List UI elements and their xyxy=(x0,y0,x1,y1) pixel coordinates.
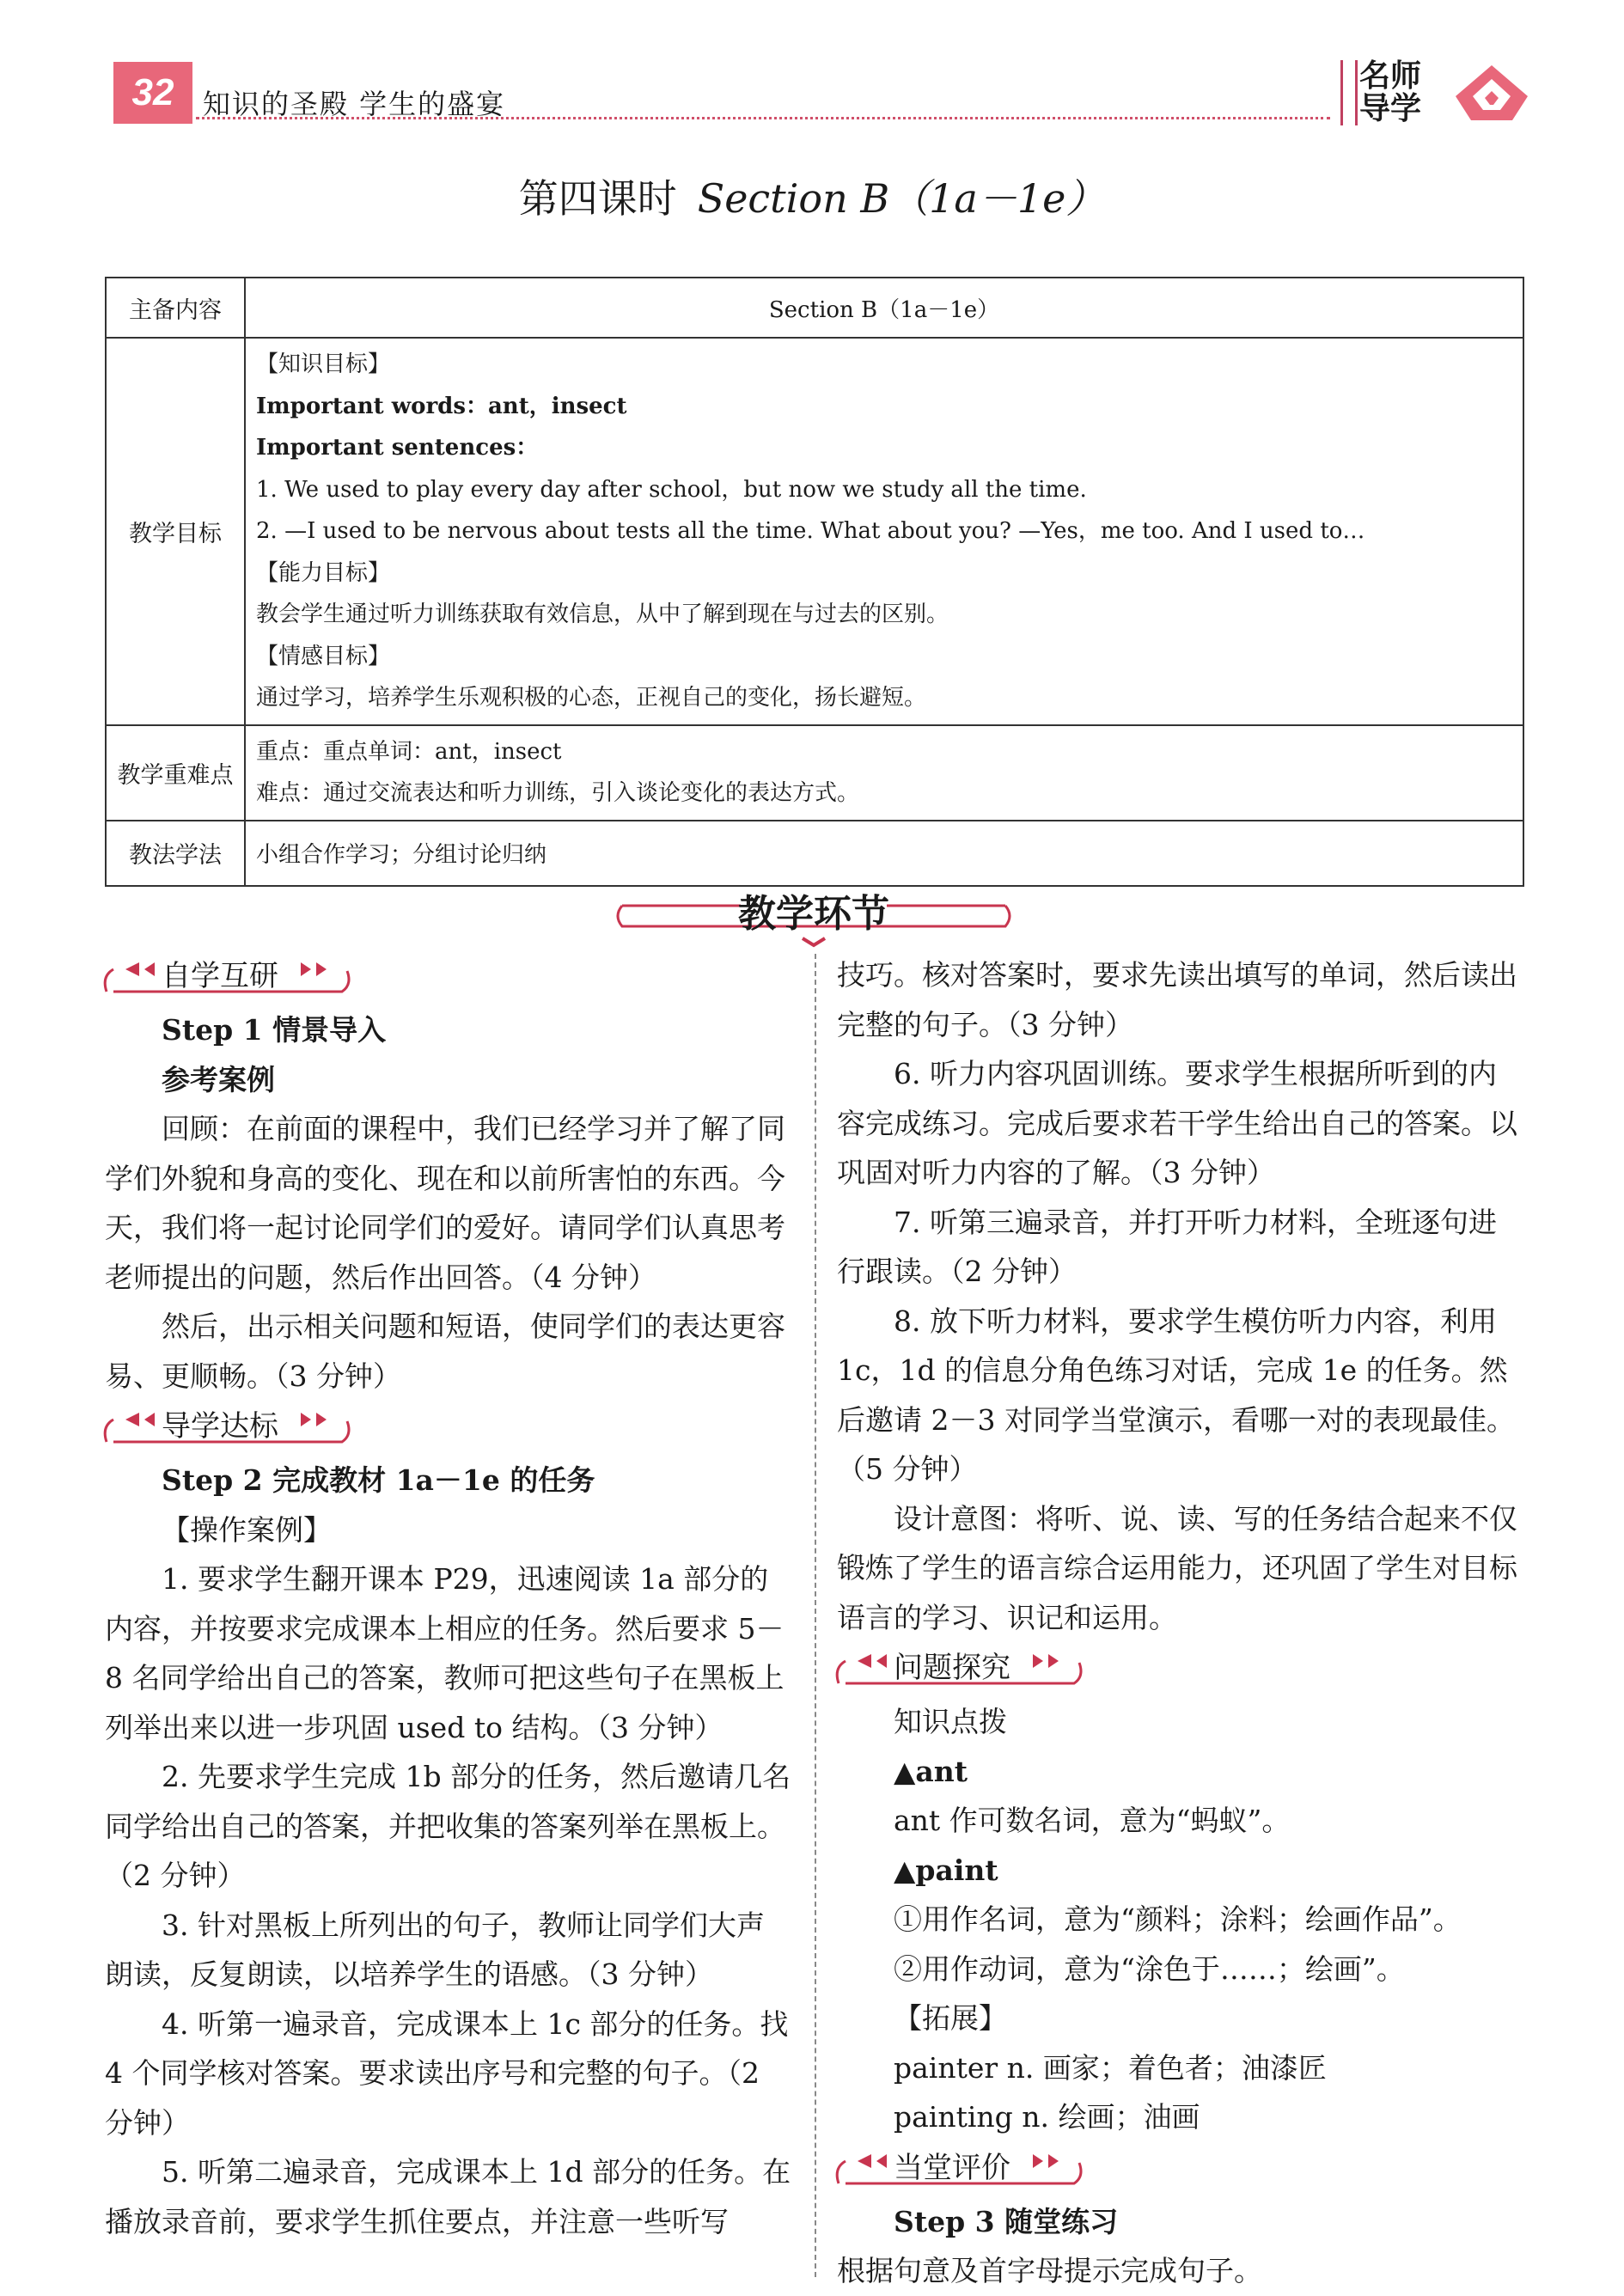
section-tag-label: 当堂评价 xyxy=(894,2150,1010,2185)
instruction-5: 5. 听第二遍录音，完成课本上 1d 部分的任务。在播放录音前，要求学生抓住要点，并注意一些听写 xyxy=(105,2155,791,2238)
reference-case-label: 参考案例 xyxy=(162,1062,275,1096)
instruction-4: 4. 听第一遍录音，完成课本上 1c 部分的任务。找 4 个同学核对答案。要求读出序号和完整的句子。（2 分钟） xyxy=(105,2006,789,2140)
column-divider xyxy=(815,954,816,2277)
objective-line: 2. —I used to be nervous about tests all the time. What about you? —Yes，me too. And I used to… xyxy=(256,518,1365,544)
brand-line-2: 导学 xyxy=(1359,91,1422,126)
section-tag-label: 导学达标 xyxy=(162,1409,278,1444)
paragraph-review: 回顾：在前面的课程中，我们已经学习并了解了同学们外貌和身高的变化、现在和以前所害怕的东西。今天，我们将一起讨论同学们的爱好。请同学们认真思考老师提出的问题，然后作出回答。（4 分钟） xyxy=(105,1112,785,1294)
table-row-key-points xyxy=(106,725,1523,821)
instruction-8: 8. 放下听力材料，要求学生模仿听力内容，利用 1c，1d 的信息分角色练习对话，完成 1e 的任务。然后邀请 2－3 对同学当堂演示，看哪一对的表现最佳。（5 分钟） xyxy=(837,1304,1515,1486)
page-number-badge: 32 xyxy=(113,62,192,124)
exercise-instruction: 根据句意及首字母提示完成句子。 xyxy=(837,2254,1262,2287)
row-label: 教法学法 xyxy=(106,821,245,886)
section-tag-label: 自学互研 xyxy=(162,959,278,993)
knowledge-points-label: 知识点拨 xyxy=(894,1705,1007,1738)
running-title: 知识的圣殿 学生的盛宴 xyxy=(203,88,506,120)
objective-line: 【能力目标】 xyxy=(256,559,391,586)
row-content xyxy=(245,338,1523,725)
paragraph-then: 然后，出示相关问题和短语，使同学们的表达更容易、更顺畅。（3 分钟） xyxy=(105,1310,785,1393)
objective-line: 教会学生通过听力训练获取有效信息，从中了解到现在与过去的区别。 xyxy=(256,601,949,627)
instruction-2: 2. 先要求学生完成 1b 部分的任务，然后邀请几名同学给出自己的答案，并把收集的答案列举在黑板上。（2 分钟） xyxy=(105,1760,791,1892)
brand-name xyxy=(1359,60,1442,125)
key-point-line: 重点：重点单词：ant，insect xyxy=(256,738,562,765)
extension-label: 【拓展】 xyxy=(894,2001,1007,2035)
header-divider-bars xyxy=(1340,60,1358,125)
lesson-title-en: Section B（1a－1e） xyxy=(697,175,1106,222)
brand-logo-icon xyxy=(1452,62,1531,124)
instruction-6: 6. 听力内容巩固训练。要求学生根据所听到的内容完成练习。完成后要求若干学生给出自己的答案。以巩固对听力内容的了解。（3 分钟） xyxy=(837,1057,1517,1189)
section-tag-class-evaluation xyxy=(833,2144,1524,2192)
section-tag-label: 问题探究 xyxy=(894,1651,1010,1685)
row-content: Section B（1a－1e） xyxy=(245,278,1523,338)
lesson-plan-table xyxy=(105,277,1524,887)
word-paint-noun: ①用作名词，意为“颜料；涂料；绘画作品”。 xyxy=(894,1902,1462,1936)
objective-line: 通过学习，培养学生乐观积极的心态，正视自己的变化，扬长避短。 xyxy=(256,685,927,711)
row-content: 小组合作学习；分组讨论归纳 xyxy=(245,821,1523,886)
section-tag-problem-inquiry xyxy=(833,1644,1524,1692)
word-paint-verb: ②用作动词，意为“涂色于……；绘画”。 xyxy=(894,1951,1405,1986)
word-paint: ▲paint xyxy=(894,1853,998,1887)
brand-line-1: 名师 xyxy=(1359,58,1422,94)
lesson-title xyxy=(0,168,1624,224)
instruction-7: 7. 听第三遍录音，并打开听力材料，全班逐句进行跟读。（2 分钟） xyxy=(837,1205,1497,1288)
objective-line: 1. We used to play every day after school，but now we study all the time. xyxy=(256,476,1087,503)
step-1-heading: Step 1 情景导入 xyxy=(162,1013,387,1047)
key-point-line: 难点：通过交流表达和听力训练，引入谈论变化的表达方式。 xyxy=(256,780,860,806)
table-row-teaching-objectives xyxy=(106,338,1523,725)
objective-line: 【知识目标】 xyxy=(256,351,391,377)
left-column xyxy=(105,950,792,2246)
extension-painting: painting n. 绘画；油画 xyxy=(894,2100,1200,2134)
header-dotted-rule xyxy=(196,117,1330,119)
row-label: 主备内容 xyxy=(106,278,245,338)
table-row-methods xyxy=(106,821,1523,886)
section-tag-self-study xyxy=(101,952,792,1000)
instruction-5-continued: 技巧。核对答案时，要求先读出填写的单词，然后读出完整的句子。（3 分钟） xyxy=(837,958,1517,1041)
design-intent: 设计意图：将听、说、读、写的任务结合起来不仅锻炼了学生的语言综合运用能力，还巩固了学生对目标语言的学习、识记和运用。 xyxy=(837,1501,1517,1634)
step-3-heading: Step 3 随堂练习 xyxy=(894,2204,1119,2238)
word-ant: ▲ant xyxy=(894,1754,968,1788)
instruction-1: 1. 要求学生翻开课本 P29，迅速阅读 1a 部分的内容，并按要求完成课本上相应的任务。然后要求 5－8 名同学给出自己的答案，教师可把这些句子在黑板上列举出来以进一步巩固 used to 结构。（3 分钟） xyxy=(105,1562,785,1744)
extension-painter: painter n. 画家；着色者；油漆匠 xyxy=(894,2050,1327,2085)
objective-line: Important words：ant，insect xyxy=(256,393,627,419)
operation-case-label: 【操作案例】 xyxy=(162,1512,332,1547)
word-ant-definition: ant 作可数名词，意为“蚂蚁”。 xyxy=(894,1804,1291,1837)
row-label: 教学重难点 xyxy=(106,725,245,821)
row-content xyxy=(245,725,1523,821)
section-banner-title: 教学环节 xyxy=(738,892,889,936)
table-row-prep-content xyxy=(106,278,1523,338)
objective-line: Important sentences： xyxy=(256,435,539,461)
instruction-3: 3. 针对黑板上所列出的句子，教师让同学们大声朗读，反复朗读，以培养学生的语感。（3 分钟） xyxy=(105,1908,765,1991)
step-2-heading: Step 2 完成教材 1a－1e 的任务 xyxy=(162,1463,595,1497)
objective-line: 【情感目标】 xyxy=(256,643,391,669)
section-tag-guided-learning xyxy=(101,1402,792,1450)
lesson-title-zh: 第四课时 xyxy=(518,175,677,222)
right-column xyxy=(837,950,1524,2296)
row-label: 教学目标 xyxy=(106,338,245,725)
